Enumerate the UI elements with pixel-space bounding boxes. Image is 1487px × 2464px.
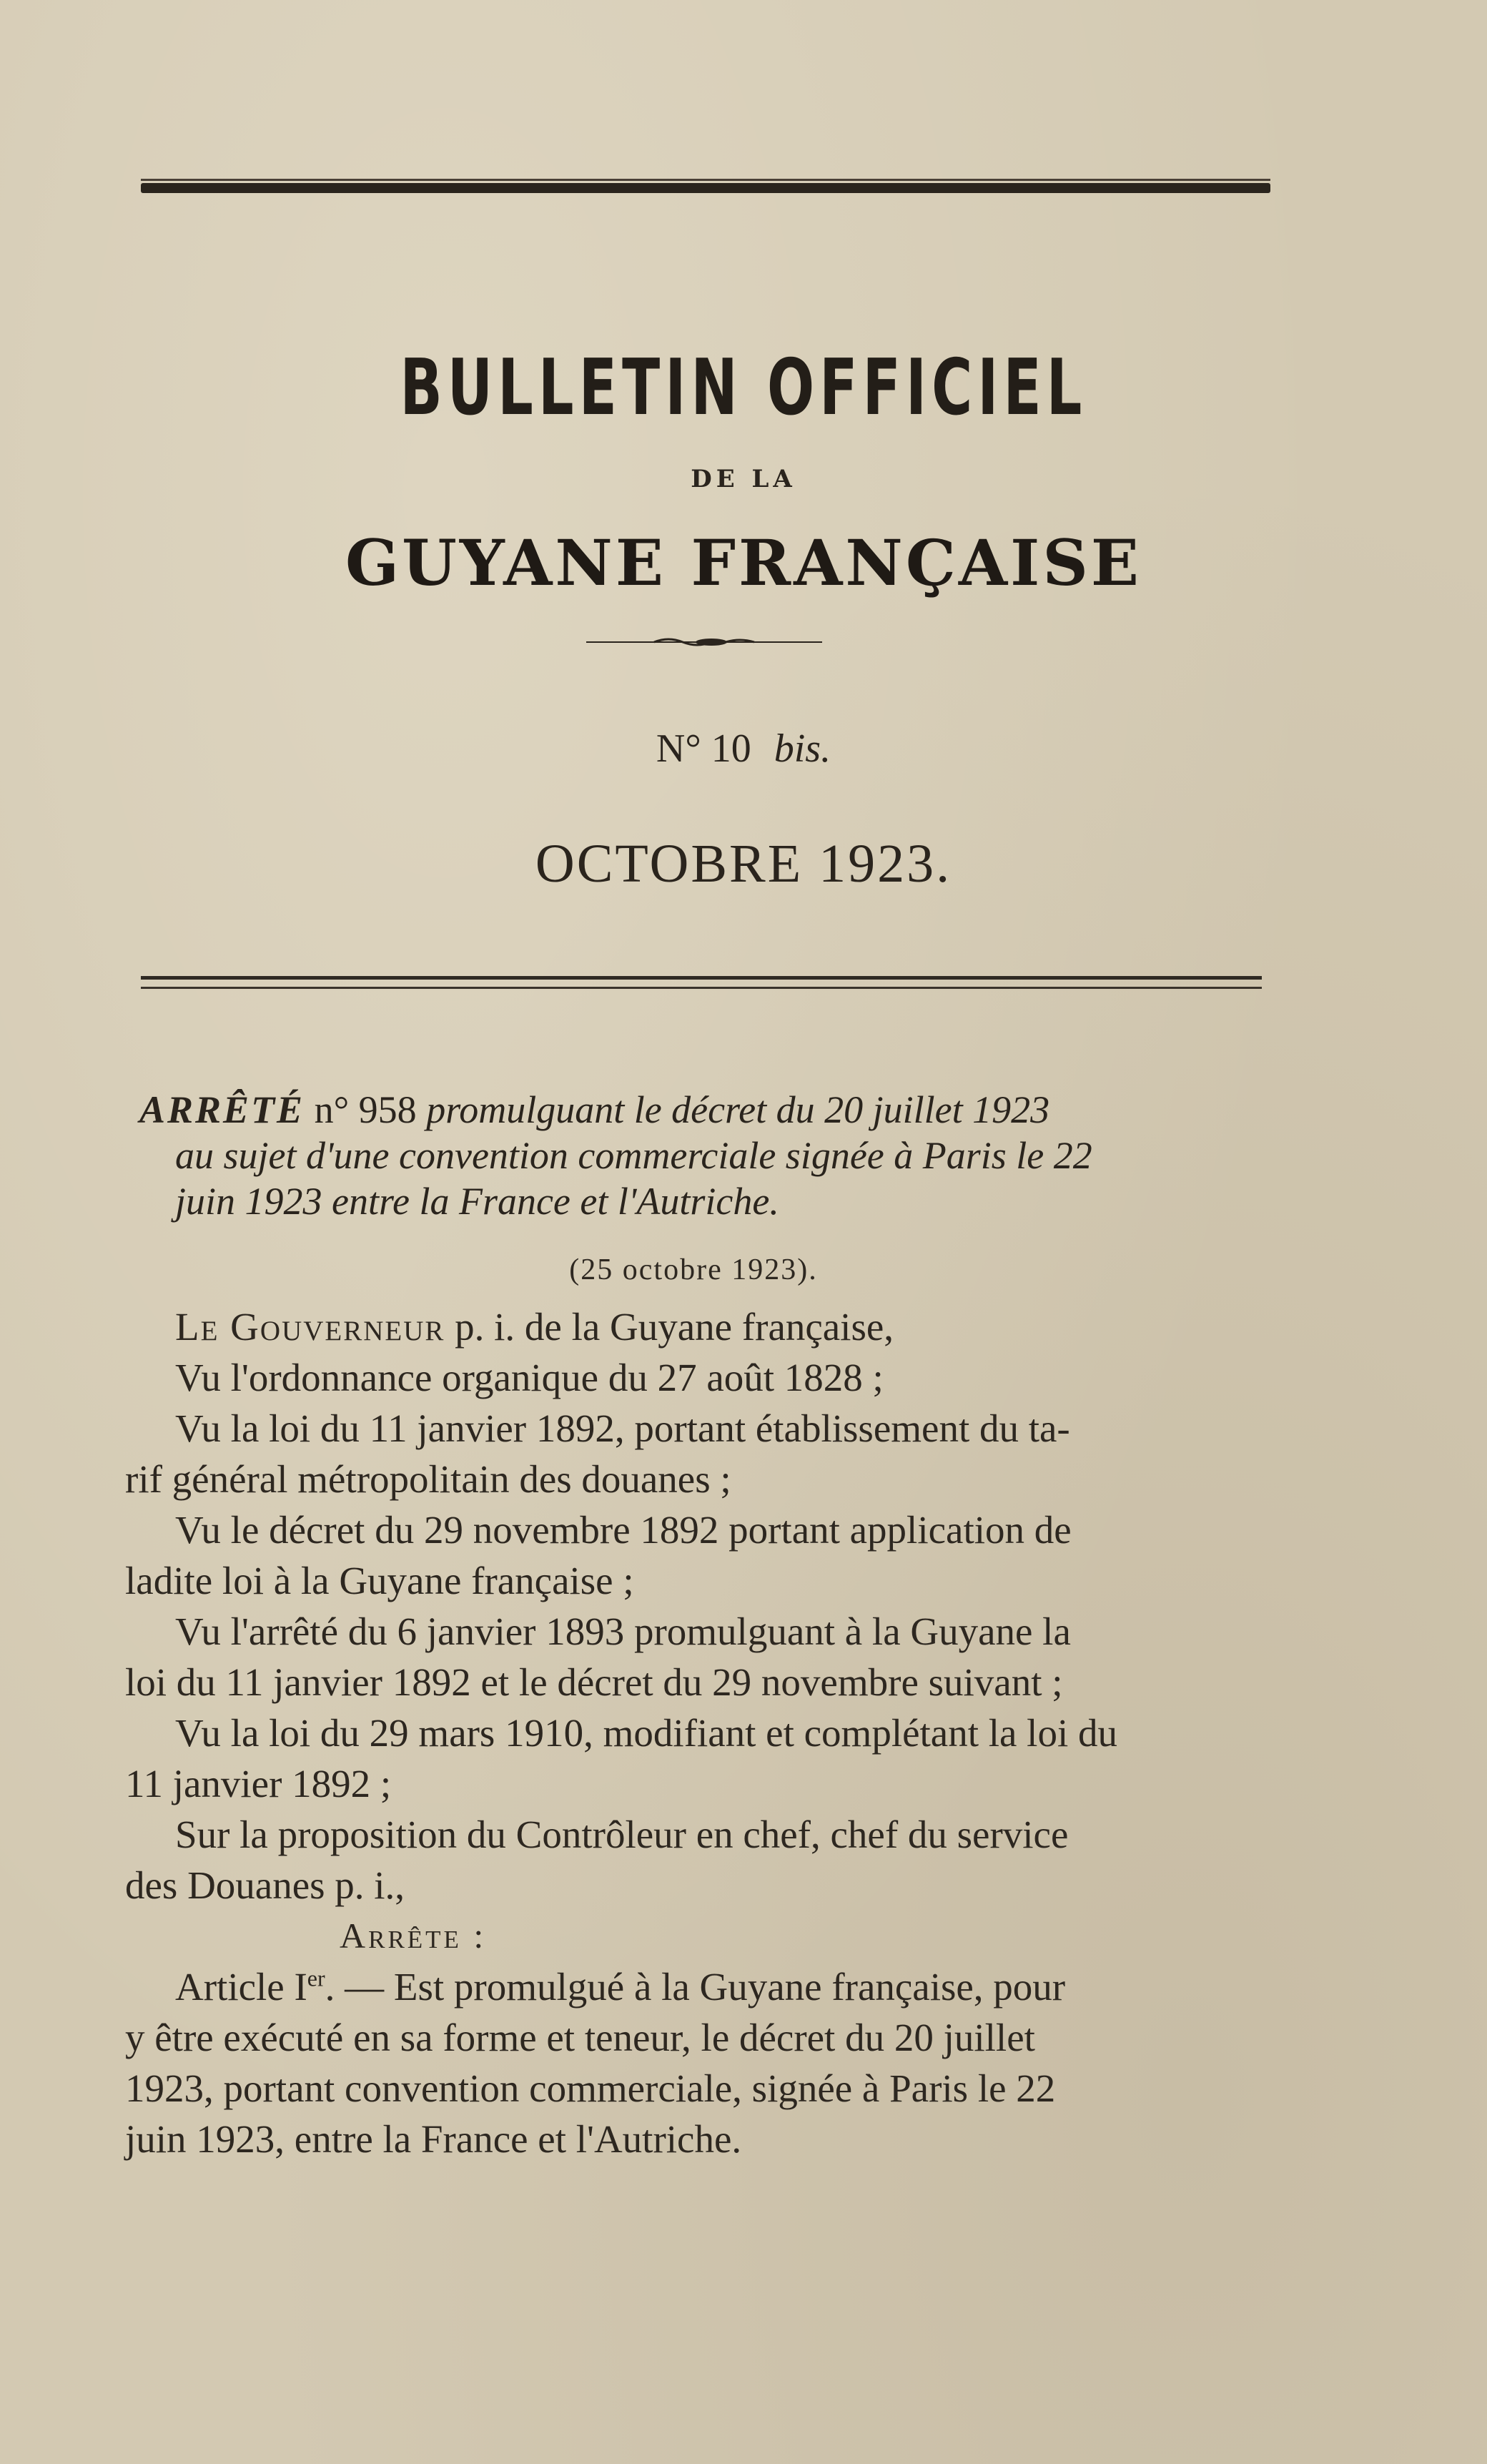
heading-line3: juin 1923 entre la France et l'Autriche. xyxy=(175,1180,779,1223)
issue-suffix: bis. xyxy=(774,726,831,771)
arrete-heading xyxy=(139,1087,1283,1224)
top-rule-thin xyxy=(141,179,1270,181)
article-line xyxy=(125,1961,1269,2012)
body-line: loi du 11 janvier 1892 et le décret du 29 novembre suivant ; xyxy=(125,1660,1063,1704)
article-prefix: Article I xyxy=(175,1965,307,2009)
body-line: Vu le décret du 29 novembre 1892 portant application de xyxy=(175,1508,1072,1552)
masthead-region: GUYANE FRANÇAISE xyxy=(345,526,1142,600)
arrete-keyword: ARRÊTÉ xyxy=(139,1088,305,1131)
article-line: y être exécuté en sa forme et teneur, le décret du 20 juillet xyxy=(125,2016,1035,2059)
body-line xyxy=(125,1301,1269,1352)
ornament-divider xyxy=(586,635,822,649)
body-line: 11 janvier 1892 ; xyxy=(125,1762,392,1805)
issue-date: OCTOBRE 1923. xyxy=(535,834,952,894)
heading-line2: au sujet d'une convention commerciale signée à Paris le 22 xyxy=(175,1134,1092,1177)
body-line: des Douanes p. i., xyxy=(125,1863,405,1907)
top-rule-thick xyxy=(141,183,1270,193)
arrete-label: Arrête : xyxy=(340,1916,487,1956)
body-line: rif général métropolitain des douanes ; xyxy=(125,1457,731,1501)
issue-value: 10 xyxy=(711,726,751,771)
article-line: juin 1923, entre la France et l'Autriche. xyxy=(125,2117,742,2161)
arrete-body xyxy=(125,1301,1269,2164)
arrete-number: n° 958 xyxy=(314,1088,417,1131)
governor-label: Le Gouverneur xyxy=(175,1305,445,1349)
governor-rest: p. i. de la Guyane française, xyxy=(445,1305,894,1349)
article-sup: er xyxy=(307,1965,325,1991)
article-line: 1923, portant convention commerciale, signée à Paris le 22 xyxy=(125,2066,1056,2110)
masthead-title: BULLETIN OFFICIEL xyxy=(400,343,1087,433)
heading-line1: promulguant le décret du 20 juillet 1923 xyxy=(426,1088,1050,1131)
body-line: Vu la loi du 11 janvier 1892, portant établissement du ta- xyxy=(175,1406,1070,1450)
masthead-de-la: DE LA xyxy=(691,465,796,493)
issue-prefix: N° xyxy=(656,726,701,771)
section-rule-top xyxy=(141,976,1262,980)
article-rest: . — Est promulgué à la Guyane française, pour xyxy=(325,1965,1066,2009)
body-line: Vu l'ordonnance organique du 27 août 1828 ; xyxy=(175,1356,884,1399)
body-line: Vu l'arrêté du 6 janvier 1893 promulguant à la Guyane la xyxy=(175,1610,1071,1653)
issue-number xyxy=(0,726,1487,772)
arrete-date: (25 octobre 1923). xyxy=(569,1253,818,1286)
body-line: ladite loi à la Guyane française ; xyxy=(125,1559,634,1602)
section-rule-bottom xyxy=(141,987,1262,989)
body-line: Sur la proposition du Contrôleur en chef, chef du service xyxy=(175,1813,1069,1856)
body-line: Vu la loi du 29 mars 1910, modifiant et complétant la loi du xyxy=(175,1711,1117,1755)
